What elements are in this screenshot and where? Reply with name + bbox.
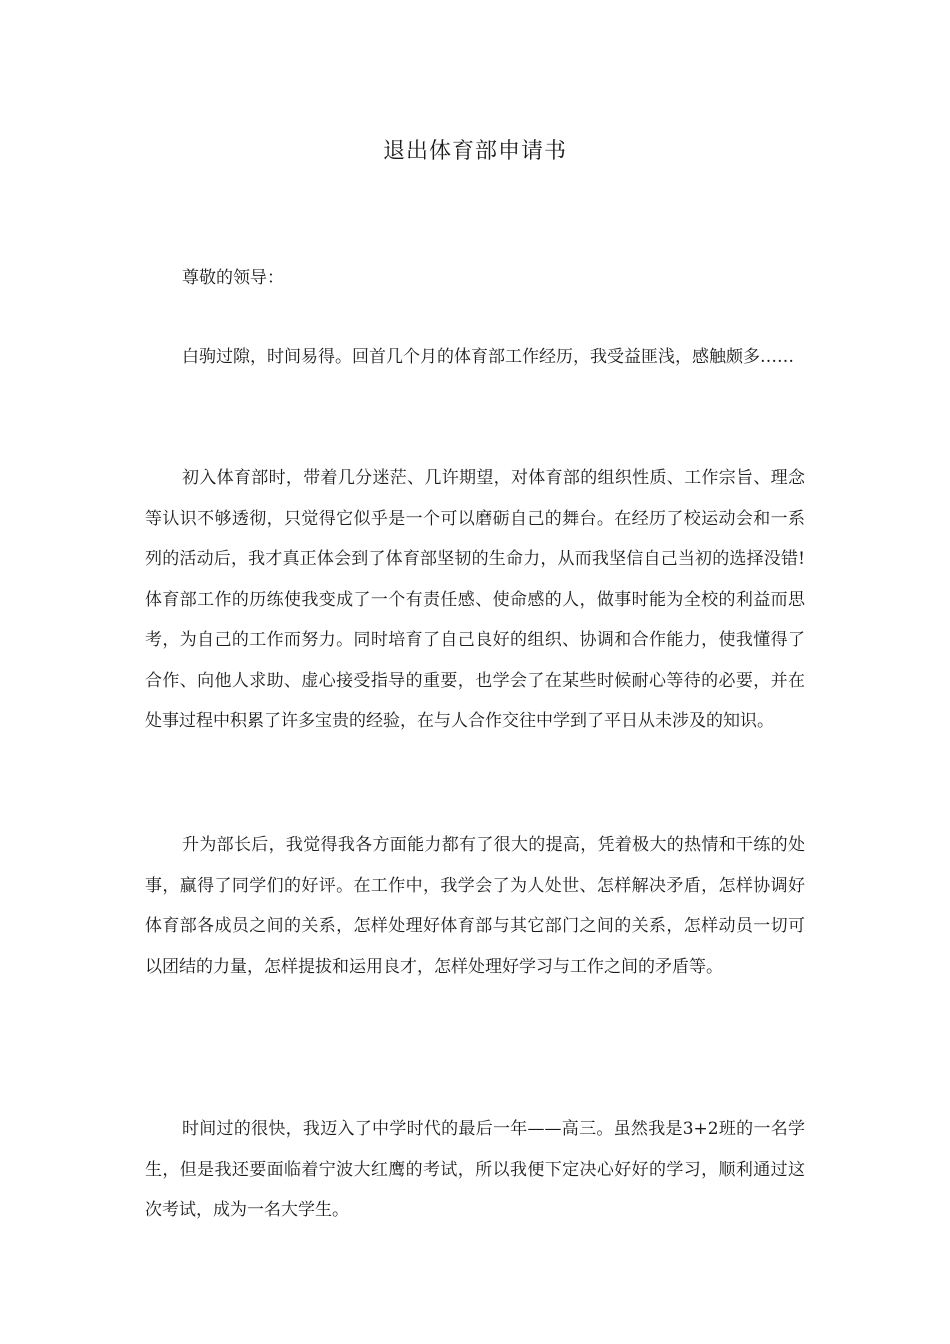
paragraph-1: 白驹过隙，时间易得。回首几个月的体育部工作经历，我受益匪浅，感触颇多…… [182, 347, 794, 367]
document-title: 退出体育部申请书 [382, 139, 567, 164]
salutation: 尊敬的领导： [182, 268, 284, 288]
paragraph-2: 初入体育部时，带着几分迷茫、几许期望，对体育部的组织性质、工作宗旨、理念等认识不够透彻，只觉得它似乎是一个可以磨砺自己的舞台。在经历了校运动会和一系列的活动后，我才真正体会到了体育部坚韧的生命力，从而我坚信自己当初的选择没错!体育部工作的历练使我变成了一个有责任感、使命感的人，做事时能为全校的利益而思考，为自己的工作而努力。同时培育了自己良好的组织、协调和合作能力，使我懂得了合作、向他人求助、虚心接受指导的重要，也学会了在某些时候耐心等待的必要，并在处事过程中积累了许多宝贵的经验，在与人合作交往中学到了平日从未涉及的知识。 [145, 468, 805, 731]
paragraph-3: 升为部长后，我觉得我各方面能力都有了很大的提高，凭着极大的热情和干练的处事，赢得了同学们的好评。在工作中，我学会了为人处世、怎样解决矛盾，怎样协调好体育部各成员之间的关系，怎样处理好体育部与其它部门之间的关系，怎样动员一切可以团结的力量，怎样提拔和运用良才，怎样处理好学习与工作之间的矛盾等。 [145, 835, 805, 977]
paragraph-4: 时间过的很快，我迈入了中学时代的最后一年——高三。虽然我是3+2班的一名学生，但是我还要面临着宁波大红鹰的考试，所以我便下定决心好好的学习，顺利通过这次考试，成为一名大学生。 [145, 1119, 805, 1220]
